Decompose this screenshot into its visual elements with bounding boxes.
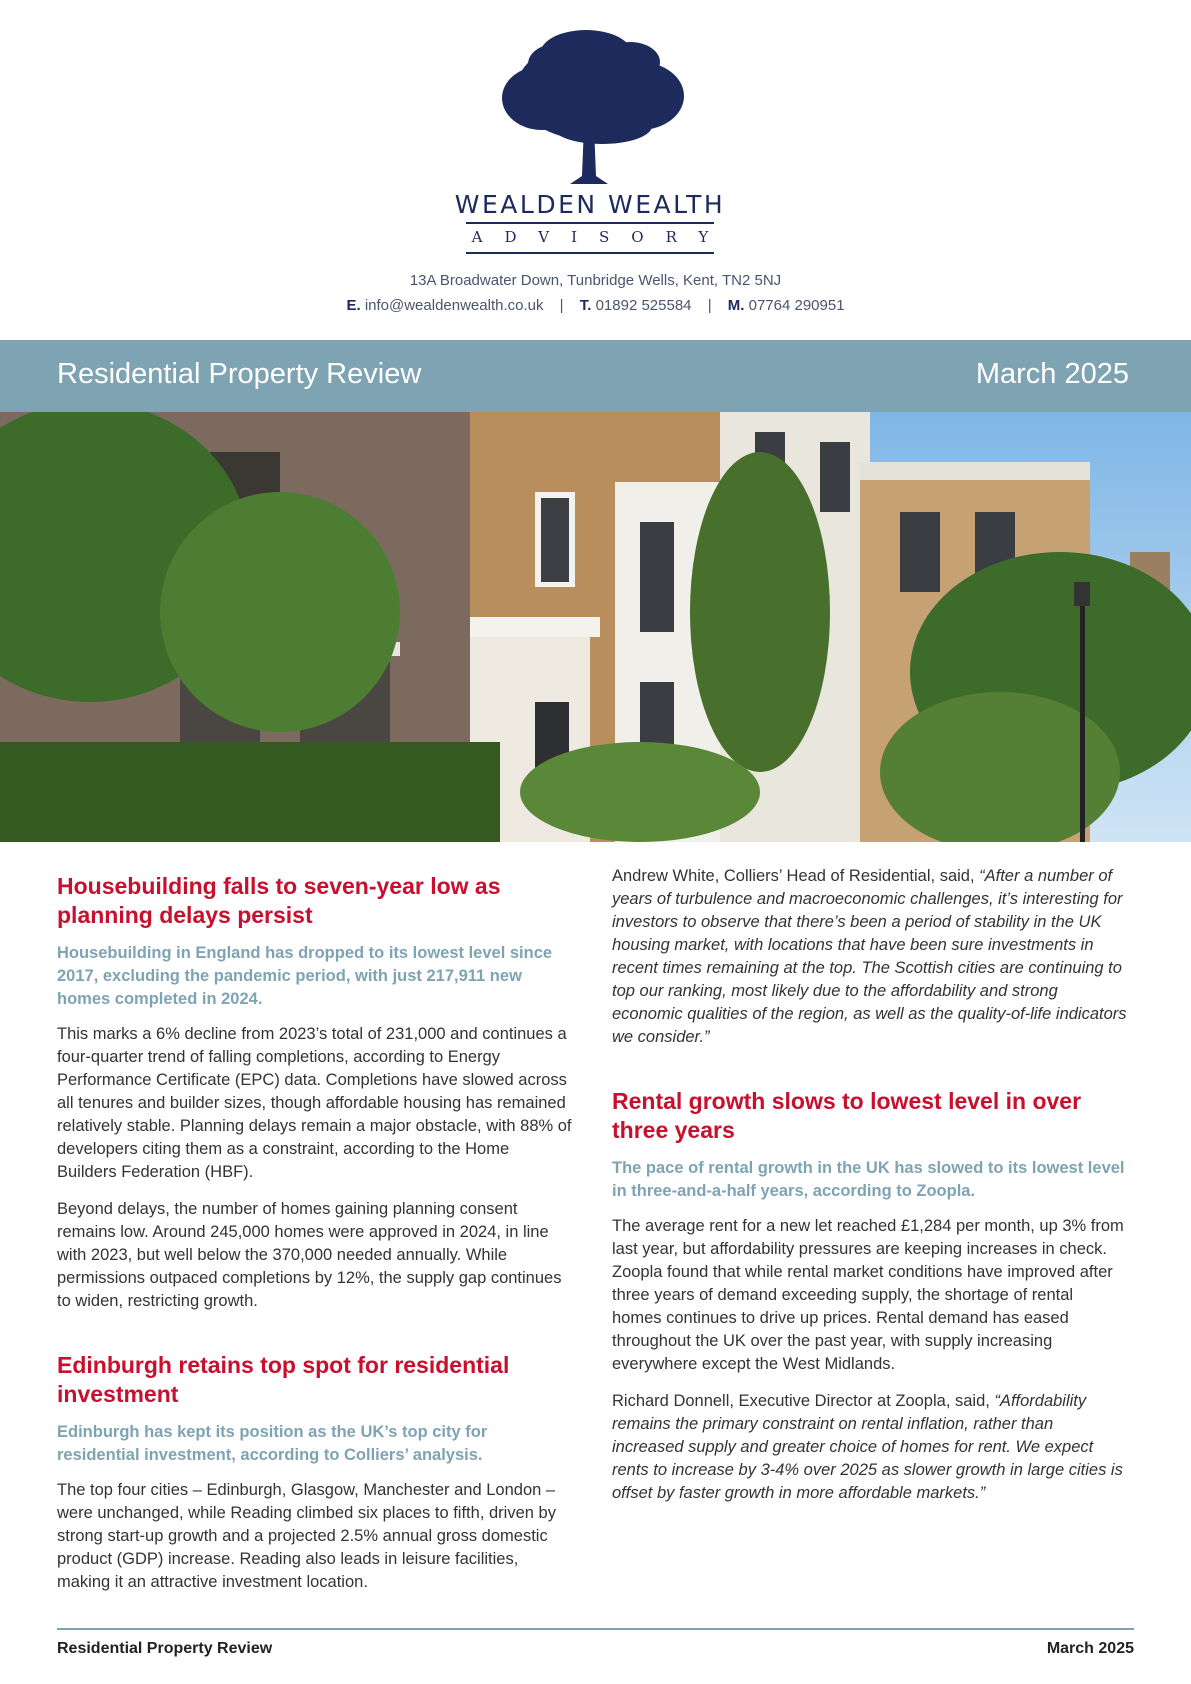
email-link[interactable]: info@wealdenwealth.co.uk xyxy=(364,297,544,314)
article-paragraph: Beyond delays, the number of homes gaining planning consent remains low. Around 245,000 homes were approved in 2024, in line with 2023, but well below the 370,000 needed annually. While permissions outpaced completions by 12%, the supply gap continues to widen, restricting growth. xyxy=(57,1200,562,1310)
phone-number[interactable]: 01892 525584 xyxy=(595,297,692,314)
separator: | xyxy=(707,297,712,314)
mobile-label: M. xyxy=(727,297,745,314)
article-lede-rental: The pace of rental growth in the UK has slowed to its lowest level in three-and-a-half years, according to Zoopla. xyxy=(612,1159,1125,1200)
brand-name: WEALDEN WEALTH xyxy=(454,190,726,219)
banner-date: March 2025 xyxy=(975,358,1129,390)
article-heading-housebuilding: Housebuilding falls to seven-year low as planning delays persist xyxy=(57,873,501,928)
separator: | xyxy=(559,297,564,314)
article-lede-edinburgh: Edinburgh has kept its position as the UK’s top city for residential investment, according to Colliers’ analysis. xyxy=(57,1423,488,1464)
company-address: 13A Broadwater Down, Tunbridge Wells, Kent, TN2 5NJ xyxy=(409,272,782,289)
hero-image xyxy=(0,412,1191,842)
mobile-number[interactable]: 07764 290951 xyxy=(748,297,845,314)
article-lede-housebuilding: Housebuilding in England has dropped to its lowest level since 2017, excluding the pandemic period, with just 217,911 new homes completed in 2024. xyxy=(57,944,553,1008)
tree-logo-icon xyxy=(490,28,690,188)
article-paragraph: This marks a 6% decline from 2023’s total of 231,000 and continues a four-quarter trend of falling completions, according to Energy Performance Certificate (EPC) data. Completions have slowed across all tenures and builder sizes, though affordable housing has remained relatively stable. Planning delays remain a major obstacle, with 88% of developers citing them as a constraint, according to the Home Builders Federation (HBF). xyxy=(57,1025,572,1181)
quote-text: “After a number of years of turbulence and macroeconomic challenges, it’s interesting for investors to observe that there’s been a period of stability in the UK housing market, with locations that have been sure investments in recent times remaining at the top. The Scottish cities are continuing to top our ranking, most likely due to the affordability and strong economic qualities of the region, as well as the quality-of-life indicators we consider.” xyxy=(612,867,1127,1046)
brand-divider-bottom xyxy=(466,252,714,254)
article-paragraph: The top four cities – Edinburgh, Glasgow, Manchester and London – were unchanged, while Reading climbed six places to fifth, driven by strong start-up growth and a projected 2.5% annual gross domestic product (GDP) increase. Reading also leads in leisure facilities, making it an attractive investment location. xyxy=(57,1481,556,1591)
article-heading-edinburgh: Edinburgh retains top spot for residential investment xyxy=(57,1352,510,1407)
title-banner xyxy=(0,340,1191,412)
company-logo xyxy=(440,20,740,260)
brand-subtitle: ADVISORY xyxy=(471,228,731,246)
email-label: E. xyxy=(346,297,361,314)
footer-date: March 2025 xyxy=(1046,1640,1134,1657)
townhouses-illustration xyxy=(0,412,1191,842)
left-column xyxy=(57,872,572,1608)
footer-divider xyxy=(57,1628,1134,1630)
quote-intro: Andrew White, Colliers’ Head of Residential, said, xyxy=(612,867,980,885)
quote-paragraph-zoopla xyxy=(612,1390,1127,1505)
contact-line xyxy=(0,297,1191,314)
right-column xyxy=(612,865,1127,1519)
phone-label: T. xyxy=(579,297,592,314)
quote-intro: Richard Donnell, Executive Director at Zoopla, said, xyxy=(612,1392,995,1410)
quote-paragraph-colliers xyxy=(612,865,1127,1049)
article-heading-rental: Rental growth slows to lowest level in over three years xyxy=(612,1088,1082,1143)
brand-divider-top xyxy=(466,222,714,224)
banner-title: Residential Property Review xyxy=(57,358,422,390)
quote-text: “Affordability remains the primary constraint on rental inflation, rather than increased supply and greater choice of homes for rent. We expect rents to increase by 3-4% over 2025 as slower growth in large cities is offset by faster growth in more affordable markets.” xyxy=(612,1392,1123,1502)
article-paragraph: The average rent for a new let reached £1,284 per month, up 3% from last year, but affordability pressures are keeping increases in check. Zoopla found that while rental market conditions have improved after three years of demand exceeding supply, the shortage of rental homes continues to drive up prices. Rental demand has eased throughout the UK over the past year, with supply increasing everywhere except the West Midlands. xyxy=(612,1217,1124,1373)
footer-title: Residential Property Review xyxy=(57,1640,273,1657)
